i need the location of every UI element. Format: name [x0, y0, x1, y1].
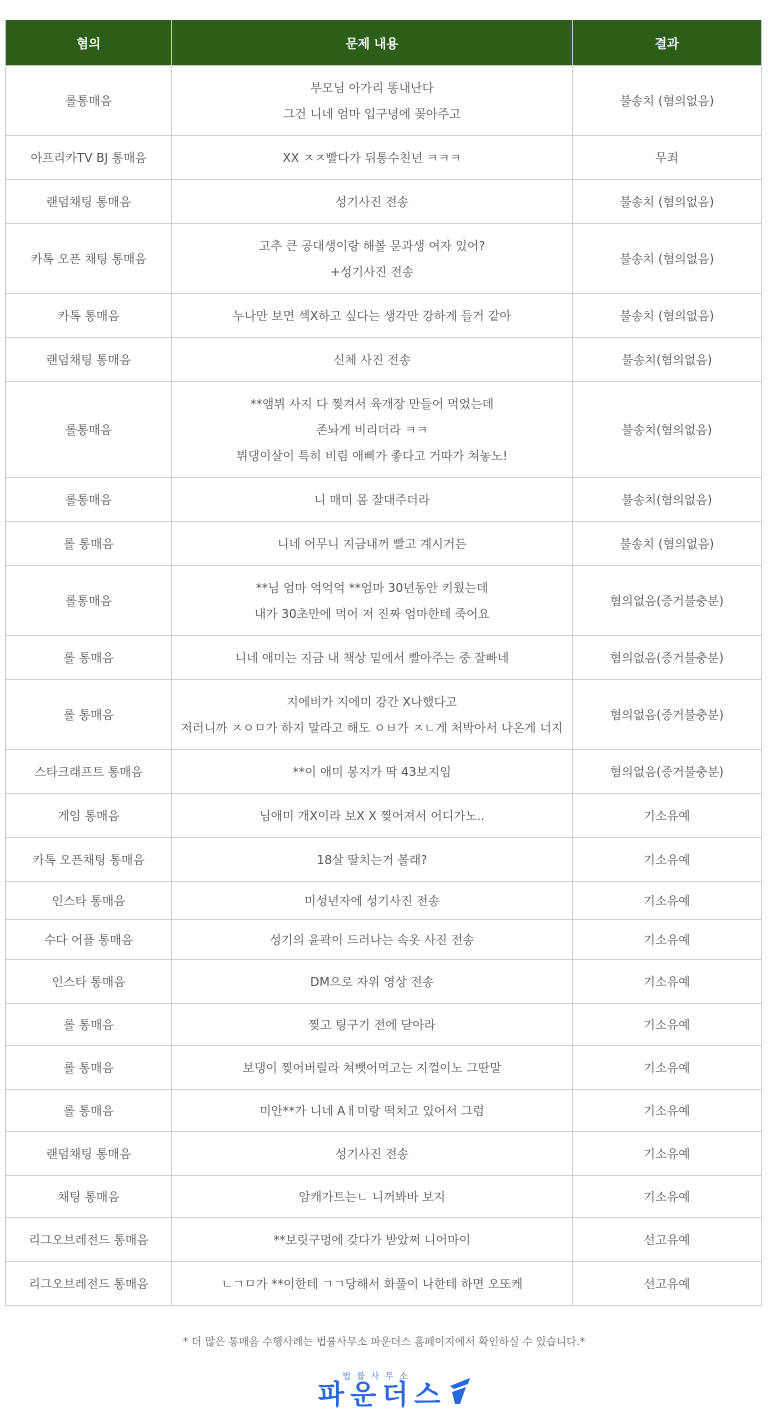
table-row: [6, 794, 762, 838]
content-line: XX ㅈㅈ빨다가 뒤통수친년 ㅋㅋㅋ: [282, 150, 462, 165]
cell-content: [172, 1176, 573, 1218]
table-row: [6, 566, 762, 636]
table-row: [6, 224, 762, 294]
content-line: 고추 큰 공대생이랑 해볼 문과생 여자 있어?: [258, 238, 486, 253]
table-row: [6, 180, 762, 224]
table-row: [6, 1218, 762, 1262]
cell-charge: 리그오브레전드 통매음: [6, 1262, 172, 1306]
cell-result: 기소유예: [572, 882, 761, 920]
cell-content: [172, 680, 573, 750]
cell-result: 불송치 (혐의없음): [572, 294, 761, 338]
content-line: 존놔게 비리더라 ㅋㅋ: [315, 422, 428, 437]
table-row: [6, 478, 762, 522]
cell-charge: 카톡 오픈 채팅 통매음: [6, 224, 172, 294]
cell-charge: 롤 통매음: [6, 680, 172, 750]
cell-content: [172, 66, 573, 136]
cell-result: 불송치(혐의없음): [572, 382, 761, 478]
cell-result: 불송치(혐의없음): [572, 338, 761, 382]
cell-result: 혐의없음(증거불충분): [572, 636, 761, 680]
cell-content: [172, 180, 573, 224]
table-row: [6, 1004, 762, 1046]
content-line: DM으로 자위 영상 전송: [310, 974, 434, 989]
cell-charge: 카톡 통매음: [6, 294, 172, 338]
table-row: [6, 882, 762, 920]
table-body: [6, 66, 762, 1306]
table-row: [6, 636, 762, 680]
table-row: [6, 1176, 762, 1218]
cell-result: 선고유예: [572, 1218, 761, 1262]
table-row: [6, 1132, 762, 1176]
cell-charge: 랜덤채팅 통매음: [6, 180, 172, 224]
table-row: [6, 66, 762, 136]
content-line: 그건 니네 엄마 입구녕에 꽂아주고: [283, 106, 461, 121]
cell-content: [172, 566, 573, 636]
cell-content: [172, 636, 573, 680]
case-table: [5, 20, 762, 1306]
table-row: [6, 1262, 762, 1306]
cell-charge: 채팅 통매음: [6, 1176, 172, 1218]
cell-content: [172, 838, 573, 882]
content-line: 신체 사진 전송: [333, 352, 411, 367]
cell-content: [172, 294, 573, 338]
cell-result: 기소유예: [572, 1090, 761, 1132]
cell-content: [172, 920, 573, 960]
cell-result: 선고유예: [572, 1262, 761, 1306]
cell-content: [172, 224, 573, 294]
content-line: 18살 딸치는거 볼래?: [316, 852, 428, 867]
content-line: 지에비가 지에미 강간 X나했다고: [286, 694, 458, 709]
table-row: [6, 338, 762, 382]
content-line: 니 매미 몸 잘대주더라: [314, 492, 430, 507]
cell-result: 혐의없음(증거불충분): [572, 566, 761, 636]
cell-result: 불송치 (혐의없음): [572, 66, 761, 136]
cell-content: [172, 960, 573, 1004]
cell-content: [172, 522, 573, 566]
content-line: 성기사진 전송: [335, 1146, 409, 1161]
cell-content: [172, 1132, 573, 1176]
cell-charge: 아프리카TV BJ 통매음: [6, 136, 172, 180]
cell-charge: 스타크래프트 통매음: [6, 750, 172, 794]
logo-title: 파운더스: [318, 1380, 447, 1411]
cell-result: 불송치(혐의없음): [572, 478, 761, 522]
content-line: 부모님 아가리 똥내난다: [310, 80, 434, 95]
content-line: 뷔댕이살이 특히 비림 애삐가 좋다고 거따가 쳐놓노!: [236, 448, 508, 463]
footnote: * 더 많은 통매음 수행사례는 법률사무소 파운더스 홈페이지에서 확인하실 수 있습니다.*: [182, 1336, 586, 1348]
content-line: 성기사진 전송: [335, 194, 409, 209]
founders-logo: [318, 1370, 478, 1414]
content-line: 니네 어무니 지금내꺼 빨고 계시거든: [277, 536, 467, 551]
cell-result: 기소유예: [572, 1046, 761, 1090]
cell-content: [172, 1090, 573, 1132]
cell-content: [172, 750, 573, 794]
content-line: 내가 30초만에 먹어 저 진짜 엄마한테 죽어요: [254, 606, 490, 621]
header-content: 문제 내용: [172, 20, 573, 66]
logo-swoosh-icon: [446, 1374, 472, 1406]
cell-charge: 롤 통매음: [6, 1004, 172, 1046]
cell-charge: 롤통매음: [6, 566, 172, 636]
table-row: [6, 838, 762, 882]
content-line: **님 엄마 억억억 **엄마 30년동안 키웠는데: [255, 580, 489, 595]
cell-content: [172, 1046, 573, 1090]
cell-result: 기소유예: [572, 794, 761, 838]
table-row: [6, 1090, 762, 1132]
cell-result: 혐의없음(증거불충분): [572, 680, 761, 750]
cell-content: [172, 1262, 573, 1306]
cell-result: 기소유예: [572, 920, 761, 960]
table-row: [6, 294, 762, 338]
cell-result: 기소유예: [572, 1176, 761, 1218]
cell-result: 불송치 (혐의없음): [572, 224, 761, 294]
table-header: [6, 20, 762, 66]
content-line: 님애미 개X이라 보X X 찢어져서 어디가노..: [259, 808, 485, 823]
content-line: 니네 애미는 지금 내 책상 밑에서 빨아주는 중 잘빠네: [235, 650, 509, 665]
cell-content: [172, 478, 573, 522]
cell-charge: 카톡 오픈채팅 통매음: [6, 838, 172, 882]
table-row: [6, 750, 762, 794]
cell-result: 기소유예: [572, 1004, 761, 1046]
cell-result: 기소유예: [572, 838, 761, 882]
cell-charge: 리그오브레전드 통매음: [6, 1218, 172, 1262]
cell-content: [172, 882, 573, 920]
cell-result: 혐의없음(증거불충분): [572, 750, 761, 794]
content-line: **앰뷔 사지 다 찢겨서 육개장 만들어 먹었는데: [250, 396, 494, 411]
content-line: 암캐가트는ㄴ 니꺼봐바 보지: [298, 1189, 446, 1204]
header-result: 결과: [572, 20, 761, 66]
cell-charge: 롤통매음: [6, 478, 172, 522]
cell-content: [172, 1218, 573, 1262]
content-line: 누나만 보면 섹X하고 싶다는 생각만 강하게 들거 같아: [232, 308, 512, 323]
table-row: [6, 382, 762, 478]
cell-charge: 게임 통매음: [6, 794, 172, 838]
cell-result: 불송치 (혐의없음): [572, 522, 761, 566]
content-line: 보댕이 찢어버릴라 쳐뺏어먹고는 지껄이노 그딴말: [242, 1060, 502, 1075]
cell-result: 무죄: [572, 136, 761, 180]
cell-content: [172, 1004, 573, 1046]
cell-result: 기소유예: [572, 1132, 761, 1176]
cell-content: [172, 338, 573, 382]
cell-content: [172, 794, 573, 838]
content-line: ㄴㄱㅁ가 **이한테 ㄱㄱ당해서 화풀이 나한테 하면 오또케: [221, 1276, 523, 1291]
logo-subtitle: 법률사무소: [342, 1372, 414, 1382]
content-line: +성기사진 전송: [330, 264, 414, 279]
header-charge: 혐의: [6, 20, 172, 66]
cell-charge: 롤 통매음: [6, 1090, 172, 1132]
cell-charge: 인스타 통매음: [6, 882, 172, 920]
cell-content: [172, 382, 573, 478]
table-row: [6, 960, 762, 1004]
cell-charge: 인스타 통매음: [6, 960, 172, 1004]
cell-charge: 롤통매음: [6, 382, 172, 478]
content-line: 성기의 윤곽이 드러나는 속옷 사진 전송: [269, 932, 475, 947]
cell-charge: 롤 통매음: [6, 636, 172, 680]
table-row: [6, 920, 762, 960]
table-row: [6, 136, 762, 180]
content-line: 찢고 팅구기 전에 닫아라: [308, 1017, 436, 1032]
cell-charge: 수다 어플 통매음: [6, 920, 172, 960]
cell-charge: 롤 통매음: [6, 522, 172, 566]
cell-charge: 랜덤채팅 통매음: [6, 1132, 172, 1176]
content-line: **이 애미 봉지가 딱 43보지임: [292, 764, 452, 779]
table-row: [6, 1046, 762, 1090]
table-row: [6, 522, 762, 566]
cell-result: 기소유예: [572, 960, 761, 1004]
cell-result: 불송치 (혐의없음): [572, 180, 761, 224]
table-row: [6, 680, 762, 750]
cell-content: [172, 136, 573, 180]
cell-charge: 롤통매음: [6, 66, 172, 136]
cell-charge: 랜덤채팅 통매음: [6, 338, 172, 382]
cell-charge: 롤 통매음: [6, 1046, 172, 1090]
content-line: 미안**가 니네 Aㅐ미랑 떡치고 있어서 그럼: [259, 1103, 485, 1118]
content-line: 미성년자에 성기사진 전송: [304, 893, 440, 908]
content-line: 저러니까 ㅈㅇㅁ가 하지 말라고 해도 ㅇㅂ가 ㅈㄴ게 처박아서 나온게 너지: [180, 720, 564, 735]
content-line: **보릿구멍에 갖다가 받았쩌 니어마이: [273, 1232, 471, 1247]
